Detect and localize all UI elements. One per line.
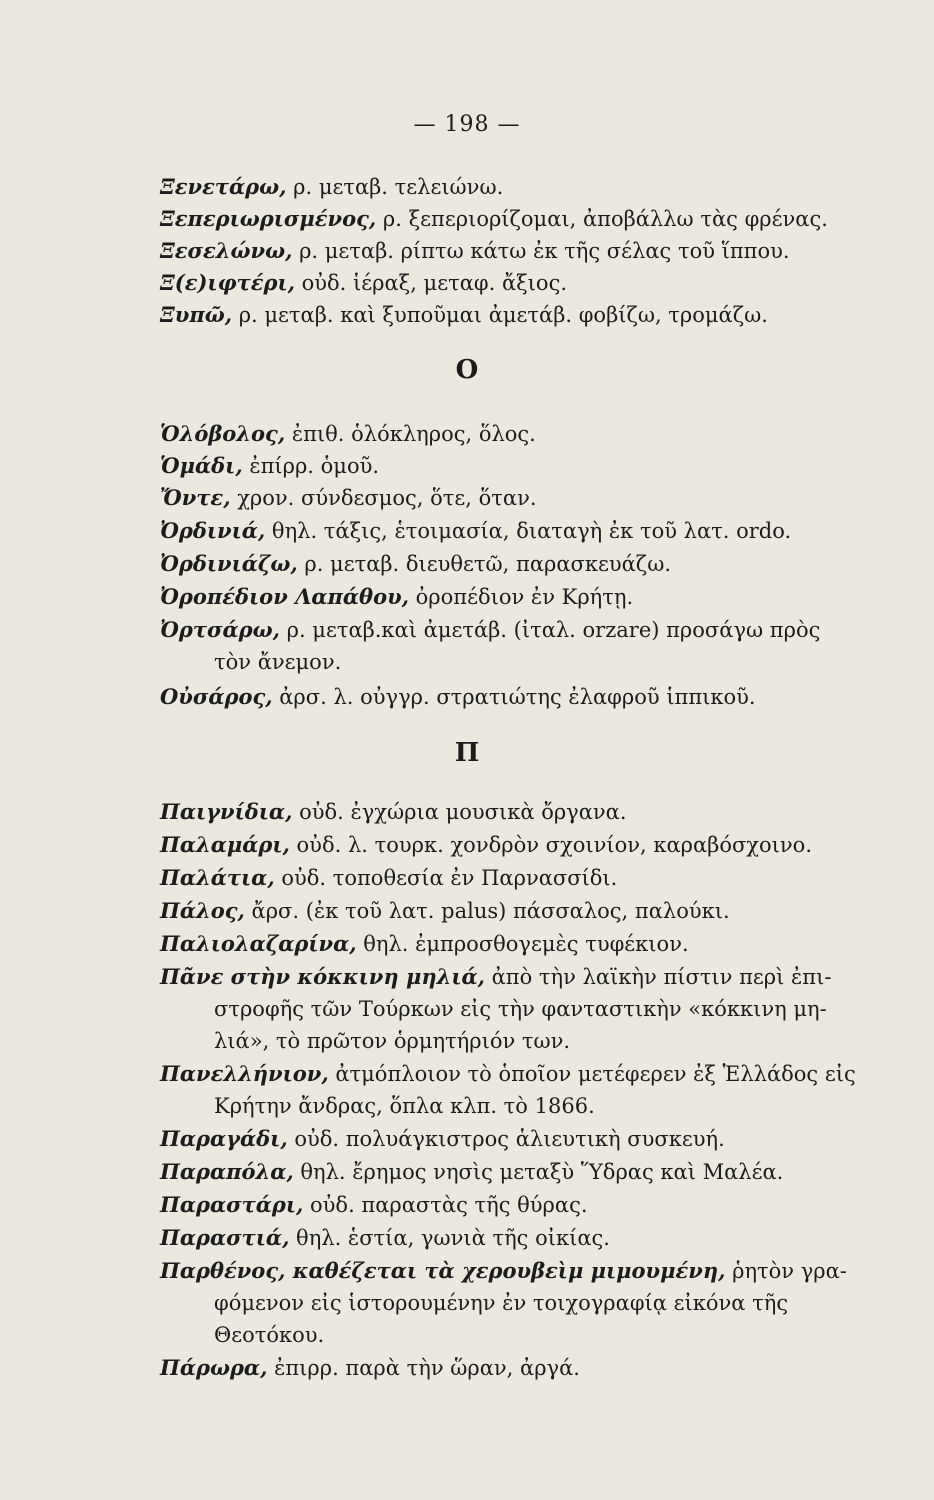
definition: οὐδ. τοποθεσία ἐν Παρνασσίδι. (274, 866, 618, 890)
definition: ρ. μεταβ. διευθετῶ, παρασκευάζω. (297, 552, 671, 576)
headword: Παραστάρι, (160, 1192, 304, 1217)
definition-continuation: Θεοτόκου. (214, 1323, 325, 1347)
definition: ὀροπέδιον ἐν Κρήτῃ. (408, 585, 634, 609)
dictionary-entry (160, 895, 890, 927)
headword: Παραγάδι, (160, 1126, 288, 1151)
dictionary-entry (160, 1222, 890, 1254)
headword: Παραστιά, (160, 1225, 290, 1250)
headword: Ξεπεριωρισμένος, (160, 206, 377, 231)
dictionary-entry (160, 829, 890, 861)
headword: Ὀρδινιά, (160, 518, 266, 543)
definition: ρ. μεταβ. τελειώνω. (286, 175, 504, 199)
headword: Παλάτια, (160, 865, 275, 890)
dictionary-entry (160, 450, 890, 482)
headword: Ξ(ε)ιφτέρι, (160, 270, 295, 295)
definition: οὐδ. παραστὰς τῆς θύρας. (303, 1193, 588, 1217)
dictionary-entry (160, 928, 890, 960)
dictionary-entry (160, 235, 890, 267)
definition-continuation: στροφῆς τῶν Τούρκων εἰς τὴν φανταστικὴν «κόκκινη μη- (214, 997, 827, 1021)
dictionary-entry (160, 681, 890, 713)
definition: ῥητὸν γρα- (725, 1259, 847, 1283)
definition: οὐδ. πολυάγκιστρος ἁλιευτικὴ συσκευή. (287, 1127, 725, 1151)
headword: Ξυπῶ, (160, 302, 233, 327)
definition: ρ. μεταβ.καὶ ἀμετάβ. (ἰταλ. orzare) προσάγω πρὸς (279, 618, 821, 642)
definition: ρ. μεταβ. καὶ ξυποῦμαι ἀμετάβ. φοβίζω, τρομάζω. (232, 303, 768, 327)
dictionary-entry (160, 1123, 890, 1155)
dictionary-entry (160, 581, 890, 613)
headword: Ὀροπέδιον Λαπάθου, (160, 584, 409, 609)
headword: Ξεσελώνω, (160, 238, 293, 263)
dictionary-entry (160, 548, 890, 580)
headword: Παρθένος, καθέζεται τὰ χερουβεὶμ μιμουμένη, (160, 1258, 726, 1283)
definition: ἐπίρρ. ὁμοῦ. (242, 454, 380, 478)
definition-continuation: Κρήτην ἄνδρας, ὅπλα κλπ. τὸ 1866. (214, 1094, 595, 1118)
definition: ἄρσ. (ἐκ τοῦ λατ. palus) πάσσαλος, παλούκι. (244, 899, 730, 923)
dictionary-entry (160, 961, 890, 1057)
section-letter-omicron: O (455, 355, 479, 385)
definition: θηλ. ἑστία, γωνιὰ τῆς οἰκίας. (289, 1226, 610, 1250)
definition: ἀπὸ τὴν λαϊκὴν πίστιν περὶ ἐπι- (484, 965, 832, 989)
definition-continuation: φόμενον εἰς ἱστορουμένην ἐν τοιχογραφίᾳ εἰκόνα τῆς (214, 1291, 789, 1315)
definition: ἐπιθ. ὁλόκληρος, ὅλος. (285, 422, 536, 446)
definition-continuation: τὸν ἄνεμον. (214, 650, 342, 674)
headword: Ὁλόβολος, (160, 421, 286, 446)
dictionary-entry (160, 862, 890, 894)
headword: Παλαμάρι, (160, 832, 290, 857)
definition: ἀρσ. λ. οὐγγρ. στρατιώτης ἐλαφροῦ ἱππικοῦ. (272, 685, 756, 709)
definition: θηλ. ἔρημος νησὶς μεταξὺ Ὕδρας καὶ Μαλέα. (293, 1160, 784, 1184)
definition-continuation: λιά», τὸ πρῶτον ὁρμητήριόν των. (214, 1029, 571, 1053)
definition: οὐδ. λ. τουρκ. χονδρὸν σχοινίον, καραβόσχοινο. (289, 833, 812, 857)
dictionary-entry (160, 203, 890, 235)
definition: ρ. ξεπεριορίζομαι, ἀποβάλλω τὰς φρένας. (376, 207, 828, 231)
headword: Πᾶνε στὴν κόκκινη μηλιά, (160, 964, 485, 989)
dictionary-entry (160, 515, 890, 547)
definition: ἀτμόπλοιον τὸ ὁποῖον μετέφερεν ἐξ Ἑλλάδος εἰς (328, 1062, 856, 1086)
dictionary-entry (160, 1058, 890, 1122)
dictionary-entry (160, 418, 890, 450)
headword: Ὀρτσάρω, (160, 617, 280, 642)
dictionary-entry (160, 796, 890, 828)
headword: Παλιολαζαρίνα, (160, 931, 357, 956)
definition: οὐδ. ἐγχώρια μουσικὰ ὄργανα. (292, 800, 627, 824)
definition: ἐπιρρ. παρὰ τὴν ὥραν, ἀργά. (267, 1356, 580, 1380)
headword: Παιγνίδια, (160, 799, 293, 824)
headword: Παραπόλα, (160, 1159, 294, 1184)
dictionary-entry (160, 1156, 890, 1188)
definition: θηλ. τάξις, ἑτοιμασία, διαταγὴ ἐκ τοῦ λατ. ordo. (265, 519, 792, 543)
dictionary-entry (160, 299, 890, 331)
dictionary-entry (160, 1189, 890, 1221)
headword: Πάλος, (160, 898, 245, 923)
headword: Ὀρδινιάζω, (160, 551, 298, 576)
dictionary-entry (160, 1255, 890, 1351)
page-number: — 198 — (413, 112, 521, 137)
dictionary-entry (160, 1352, 890, 1384)
headword: Ὄντε, (160, 485, 231, 510)
headword: Ξενετάρω, (160, 174, 287, 199)
dictionary-entry (160, 267, 890, 299)
definition: οὐδ. ἱέραξ, μεταφ. ἄξιος. (294, 271, 567, 295)
section-letter-pi: Π (454, 738, 480, 768)
dictionary-entry (160, 171, 890, 203)
definition: ρ. μεταβ. ρίπτω κάτω ἐκ τῆς σέλας τοῦ ἵππου. (292, 239, 790, 263)
definition: θηλ. ἐμπροσθογεμὲς τυφέκιον. (356, 932, 689, 956)
headword: Ὁμάδι, (160, 453, 243, 478)
dictionary-entry (160, 614, 890, 678)
headword: Πάρωρα, (160, 1355, 268, 1380)
headword: Οὐσάρος, (160, 684, 273, 709)
dictionary-entry (160, 482, 890, 514)
headword: Πανελλήνιον, (160, 1061, 329, 1086)
definition: χρον. σύνδεσμος, ὅτε, ὅταν. (230, 486, 537, 510)
